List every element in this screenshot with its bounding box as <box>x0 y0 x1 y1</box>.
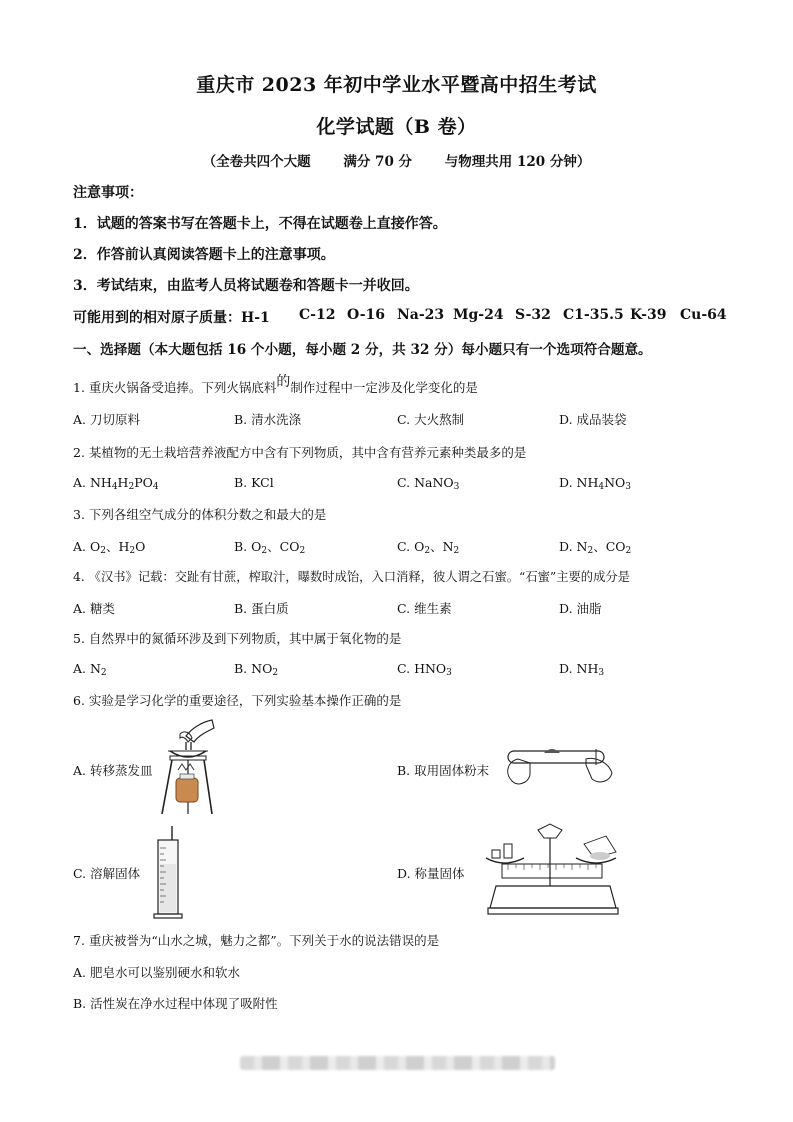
formula-text: D. NH <box>559 475 599 490</box>
question-5-stem: 5. 自然界中的氮循环涉及到下列物质，其中属于氧化物的是 <box>73 631 402 646</box>
atomic-mass: O-16 <box>347 307 386 323</box>
question-3-stem: 3. 下列各组空气成分的体积分数之和最大的是 <box>73 507 327 522</box>
option-b: B. 清水洗涤 <box>234 412 302 427</box>
subscript: 3 <box>446 668 452 678</box>
option-c: C. 维生素 <box>397 601 452 616</box>
option-a <box>73 661 107 678</box>
option-a <box>73 537 145 556</box>
stem-text: 制作过程中一定涉及化学变化的是 <box>290 380 478 395</box>
subscript: 2 <box>299 546 306 556</box>
option-d <box>559 537 631 556</box>
formula-text: 、N <box>430 539 454 554</box>
option-d: D. 油脂 <box>559 601 602 616</box>
question-4-stem: 4. 《汉书》记载：交趾有甘蔗，榨取汁，曝数时成饴，入口消释，彼人谓之石蜜。“石蜜”主要的成分是 <box>73 570 630 584</box>
exam-title: 重庆市 2023 年初中学业水平暨高中招生考试 <box>196 74 597 96</box>
option-c <box>397 475 459 492</box>
atomic-mass-label: 可能用到的相对原子质量： <box>73 310 241 326</box>
subscript: 2 <box>587 546 594 556</box>
option-b: B. 取用固体粉末 <box>397 763 490 778</box>
balance-scale-figure <box>484 822 622 920</box>
option-b: B. KCl <box>234 475 274 490</box>
subscript: 2 <box>261 546 268 556</box>
atomic-mass: C1-35.5 <box>563 307 624 323</box>
formula-text: A. O <box>73 539 101 554</box>
evaporating-dish-figure <box>158 718 216 818</box>
formula-text: B. O <box>234 539 262 554</box>
atomic-mass: S-32 <box>515 307 551 323</box>
question-1-stem <box>73 374 478 397</box>
option-d: D. 成品装袋 <box>559 412 627 427</box>
note-item: 3．考试结束，由监考人员将试题卷和答题卡一并收回。 <box>73 278 419 294</box>
stem-text: 的 <box>276 374 291 390</box>
formula-text: B. NO <box>234 661 273 676</box>
option-b: B. 蛋白质 <box>234 601 289 616</box>
atomic-mass: C-12 <box>299 307 336 323</box>
subscript: 3 <box>598 668 605 678</box>
option-d <box>559 661 604 678</box>
subscript: 2 <box>129 546 136 556</box>
subscript: 2 <box>625 546 632 556</box>
option-c: C. 溶解固体 <box>73 866 141 881</box>
option-c <box>397 537 459 556</box>
option-b <box>234 537 305 556</box>
formula-text: PO <box>134 475 153 490</box>
exam-info <box>0 150 793 170</box>
formula-text: D. N <box>559 539 588 554</box>
atomic-mass: K-39 <box>630 307 667 323</box>
formula-text: C. O <box>397 539 425 554</box>
stem-text: 1. 重庆火锅备受追捧。下列火锅底料 <box>73 380 277 395</box>
formula-text: O <box>135 539 146 554</box>
option-a <box>73 475 159 492</box>
formula-text: C. NaNO <box>397 475 454 490</box>
formula-text: A. NH <box>73 475 112 490</box>
option-b: B. 活性炭在净水过程中体现了吸附性 <box>73 996 278 1011</box>
exam-info-time: 与物理共用 120 分钟） <box>444 154 591 170</box>
paper-title: 化学试题（B 卷） <box>316 116 477 138</box>
subscript: 2 <box>128 482 135 492</box>
blurred-footer-watermark <box>240 1056 555 1070</box>
section1-heading: 一、选择题（本大题包括 16 个小题，每小题 2 分，共 32 分）每小题只有一个选项符合题意。 <box>73 342 652 358</box>
atomic-mass: Na-23 <box>397 307 445 323</box>
notes-heading: 注意事项： <box>73 185 143 201</box>
subscript: 2 <box>453 546 460 556</box>
atomic-mass: Mg-24 <box>453 307 504 323</box>
subscript: 2 <box>272 668 279 678</box>
note-item: 2．作答前认真阅读答题卡上的注意事项。 <box>73 247 335 263</box>
atomic-mass: Cu-64 <box>680 307 727 323</box>
subscript: 3 <box>453 482 460 492</box>
subscript: 4 <box>598 482 605 492</box>
option-a: A. 刀切原料 <box>73 412 140 427</box>
option-a: A. 肥皂水可以鉴别硬水和软水 <box>73 965 240 980</box>
exam-info-sections: （全卷共四个大题 <box>202 154 311 170</box>
formula-text: H <box>117 475 129 490</box>
formula-text: A. N <box>73 661 101 676</box>
option-a: A. 糖类 <box>73 601 115 616</box>
subscript: 3 <box>625 482 632 492</box>
subscript: 2 <box>100 668 107 678</box>
subscript: 4 <box>111 482 118 492</box>
note-item: 1．试题的答案书写在答题卡上，不得在试题卷上直接作答。 <box>73 216 447 232</box>
question-2-stem: 2. 某植物的无土栽培营养液配方中含有下列物质，其中含有营养元素种类最多的是 <box>73 445 527 460</box>
question-6-stem: 6. 实验是学习化学的重要途径，下列实验基本操作正确的是 <box>73 693 402 708</box>
option-a: A. 转移蒸发皿 <box>73 763 153 778</box>
option-d: D. 称量固体 <box>397 866 465 881</box>
test-tube-powder-figure <box>500 733 616 789</box>
option-c <box>397 661 452 678</box>
option-d <box>559 475 631 492</box>
formula-text: NO <box>604 475 626 490</box>
formula-text: D. NH <box>559 661 599 676</box>
graduated-cylinder-figure <box>152 824 186 920</box>
formula-text: 、CO <box>593 539 626 554</box>
subscript: 4 <box>152 482 159 492</box>
atomic-mass-line <box>73 307 733 327</box>
option-b <box>234 661 278 678</box>
formula-text: 、CO <box>267 539 300 554</box>
question-7-stem: 7. 重庆被誉为“山水之城，魅力之都”。下列关于水的说法错误的是 <box>73 933 440 948</box>
atomic-mass: H-1 <box>241 310 270 326</box>
formula-text: C. HNO <box>397 661 447 676</box>
option-c: C. 大火熬制 <box>397 412 465 427</box>
subscript: 2 <box>100 546 106 556</box>
formula-text: 、H <box>105 539 130 554</box>
subscript: 2 <box>424 546 431 556</box>
exam-info-score: 满分 70 分 <box>343 154 413 170</box>
